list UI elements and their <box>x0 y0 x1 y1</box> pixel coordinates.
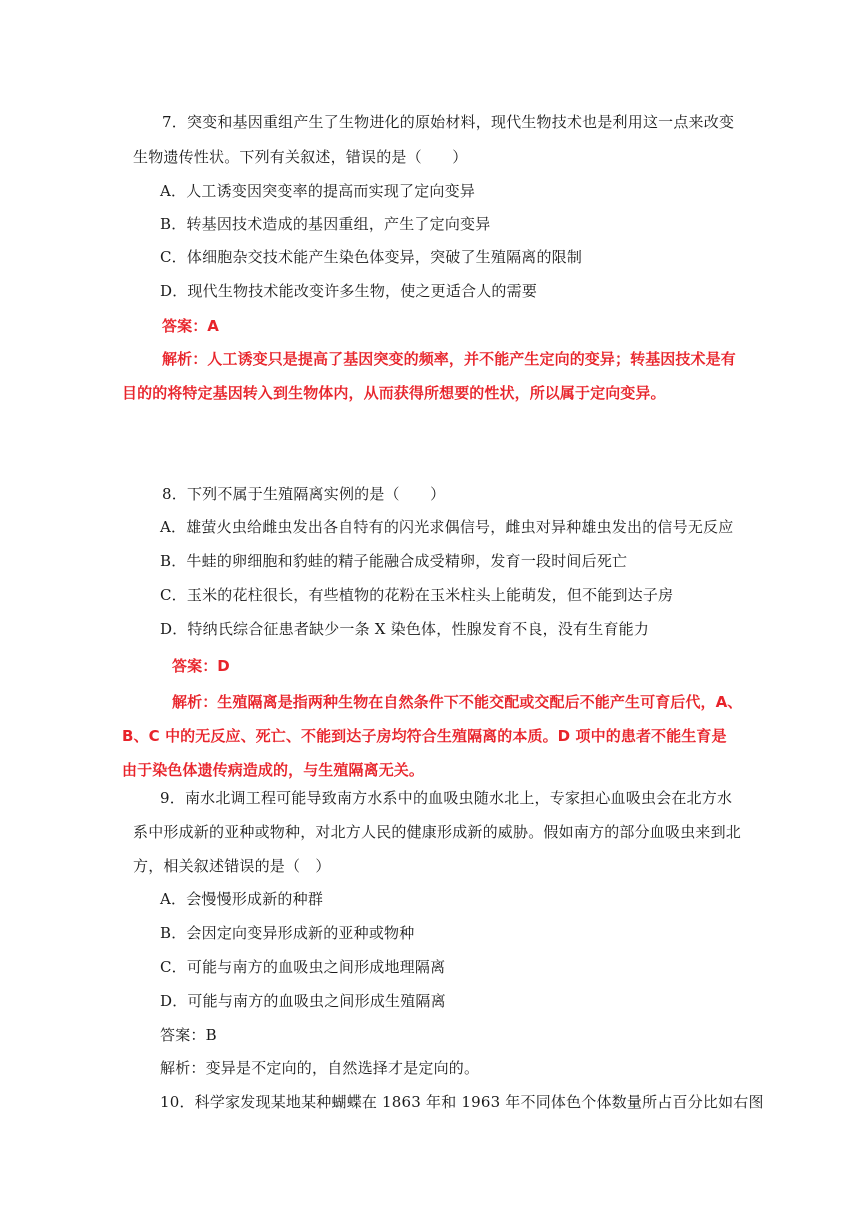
q10-stem-line1: 10．科学家发现某地某种蝴蝶在 1863 年和 1963 年不同体色个体数量所占百分比如右图 <box>160 1093 764 1111</box>
q8-analysis-line3: 由于染色体遗传病造成的，与生殖隔离无关。 <box>122 761 425 779</box>
q8-analysis-line2: B、C 中的无反应、死亡、不能到达子房均符合生殖隔离的本质。D 项中的患者不能生育是 <box>122 727 727 745</box>
q9-answer: 答案：B <box>160 1026 217 1044</box>
q7-stem-line2: 生物遗传性状。下列有关叙述，错误的是（ ） <box>133 148 468 166</box>
q8-analysis-line1: 解析：生殖隔离是指两种生物在自然条件下不能交配或交配后不能产生可育后代，A、 <box>172 693 743 711</box>
q7-option-b: B．转基因技术造成的基因重组，产生了定向变异 <box>160 215 491 233</box>
q9-stem-line1: 9．南水北调工程可能导致南方水系中的血吸虫随水北上，专家担心血吸虫会在北方水 <box>160 789 733 807</box>
q8-answer: 答案：D <box>172 657 230 675</box>
q8-option-d: D．特纳氏综合征患者缺少一条 X 染色体，性腺发育不良，没有生育能力 <box>160 620 650 638</box>
q9-option-a: A．会慢慢形成新的种群 <box>160 890 324 908</box>
q8-option-c: C．玉米的花柱很长，有些植物的花粉在玉米柱头上能萌发，但不能到达子房 <box>160 586 674 604</box>
q9-option-b: B．会因定向变异形成新的亚种或物种 <box>160 924 415 942</box>
q9-stem-line2: 系中形成新的亚种或物种，对北方人民的健康形成新的威胁。假如南方的部分血吸虫来到北 <box>133 823 742 841</box>
q8-option-b: B．牛蛙的卵细胞和豹蛙的精子能融合成受精卵，发育一段时间后死亡 <box>160 552 628 570</box>
q7-analysis-line1: 解析：人工诱变只是提高了基因突变的频率，并不能产生定向的变异；转基因技术是有 <box>162 350 736 368</box>
q9-option-d: D．可能与南方的血吸虫之间形成生殖隔离 <box>160 992 446 1010</box>
q9-option-c: C．可能与南方的血吸虫之间形成地理隔离 <box>160 958 446 976</box>
q7-option-a: A．人工诱变因突变率的提高而实现了定向变异 <box>160 182 476 200</box>
q8-option-a: A．雄萤火虫给雌虫发出各自特有的闪光求偶信号，雌虫对异种雄虫发出的信号无反应 <box>160 518 734 536</box>
q9-stem-line3: 方，相关叙述错误的是（ ） <box>133 857 331 875</box>
q8-stem: 8．下列不属于生殖隔离实例的是（ ） <box>162 485 446 503</box>
q7-option-d: D．现代生物技术能改变许多生物，使之更适合人的需要 <box>160 282 538 300</box>
q7-option-c: C．体细胞杂交技术能产生染色体变异，突破了生殖隔离的限制 <box>160 248 583 266</box>
q7-analysis-line2: 目的的将特定基因转入到生物体内，从而获得所想要的性状，所以属于定向变异。 <box>122 384 666 402</box>
q9-analysis: 解析：变异是不定向的，自然选择才是定向的。 <box>160 1059 480 1077</box>
q7-stem-line1: 7．突变和基因重组产生了生物进化的原始材料，现代生物技术也是利用这一点来改变 <box>162 113 735 131</box>
q7-answer: 答案：A <box>162 317 220 335</box>
